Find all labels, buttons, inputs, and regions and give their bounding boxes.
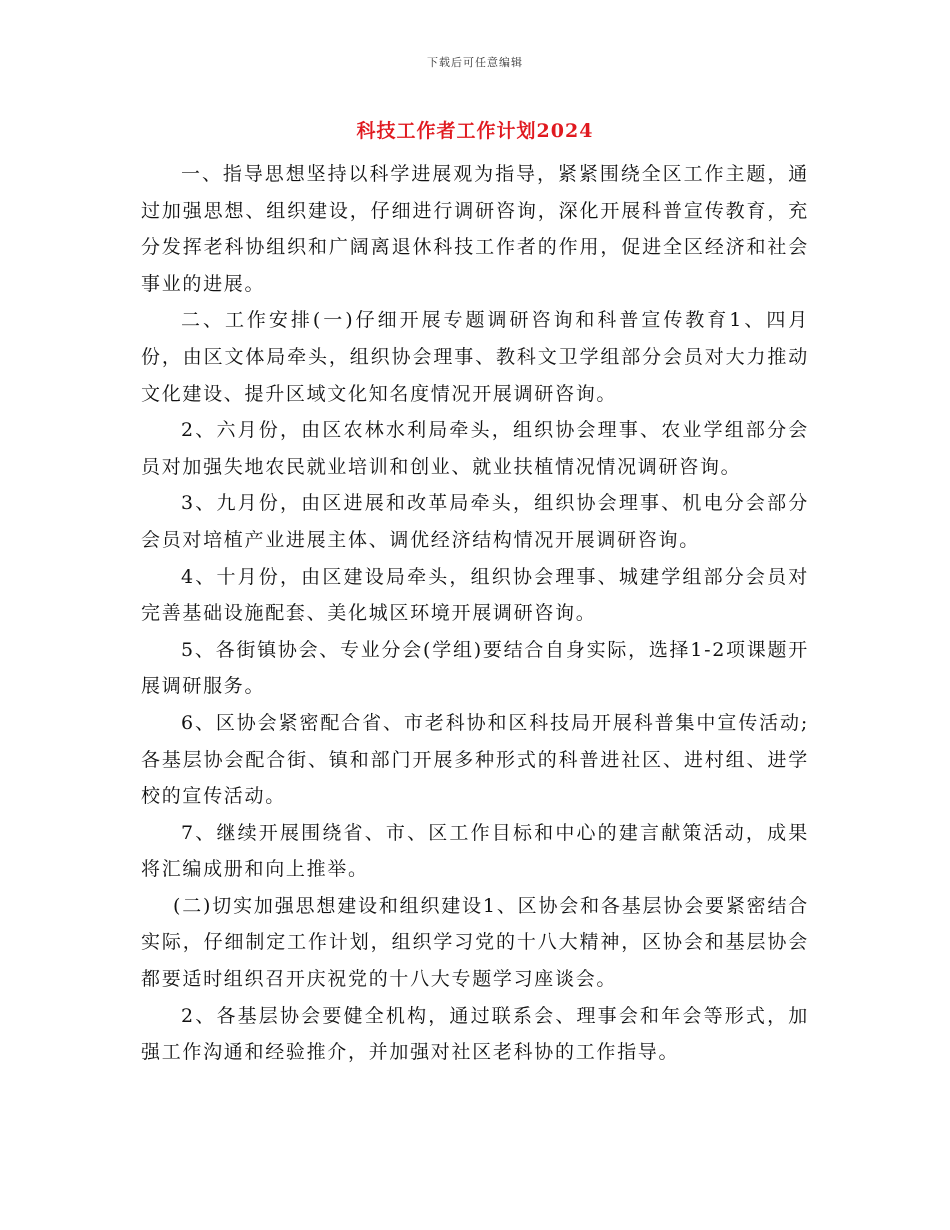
paragraph-item-3: 3、九月份，由区进展和改革局牵头，组织协会理事、机电分会部分会员对培植产业进展主体、调优经济结构情况开展调研咨询。 xyxy=(141,492,809,551)
header-note: 下载后可任意编辑 xyxy=(427,56,523,69)
paragraph-item-4: 4、十月份，由区建设局牵头，组织协会理事、城建学组部分会员对完善基础设施配套、美化城区环境开展调研咨询。 xyxy=(141,565,809,625)
paragraph-item-2: 2、六月份，由区农林水利局牵头，组织协会理事、农业学组部分会员对加强失地农民就业培训和创业、就业扶植情况情况调研咨询。 xyxy=(141,419,809,478)
page-title: 科技工作者工作计划2024 xyxy=(356,120,594,142)
document-body xyxy=(141,156,809,1071)
paragraph-guiding-ideology: 一、指导思想坚持以科学进展观为指导，紧紧围绕全区工作主题，通过加强思想、组织建设，仔细进行调研咨询，深化开展科普宣传教育，充分发挥老科协组织和广阔离退休科技工作者的作用，促进全区经济和社会事业的进展。 xyxy=(141,163,809,295)
paragraph-section-two: (二)切实加强思想建设和组织建设1、区协会和各基层协会要紧密结合实际，仔细制定工作计划，组织学习党的十八大精神，区协会和基层协会都要适时组织召开庆祝党的十八大专题学习座谈会。 xyxy=(141,894,809,991)
paragraph-section-two-item-2: 2、各基层协会要健全机构，通过联系会、理事会和年会等形式，加强工作沟通和经验推介，并加强对社区老科协的工作指导。 xyxy=(141,1004,809,1064)
paragraph-work-arrangement: 二、工作安排(一)仔细开展专题调研咨询和科普宣传教育1、四月份，由区文体局牵头，组织协会理事、教科文卫学组部分会员对大力推动文化建设、提升区域文化知名度情况开展调研咨询。 xyxy=(141,309,809,405)
paragraph-item-6: 6、区协会紧密配合省、市老科协和区科技局开展科普集中宣传活动;各基层协会配合街、镇和部门开展多种形式的科普进社区、进村组、进学校的宣传活动。 xyxy=(141,711,809,808)
paragraph-item-5: 5、各街镇协会、专业分会(学组)要结合自身实际，选择1-2项课题开展调研服务。 xyxy=(141,638,809,698)
paragraph-item-7: 7、继续开展围绕省、市、区工作目标和中心的建言献策活动，成果将汇编成册和向上推举。 xyxy=(141,821,809,881)
